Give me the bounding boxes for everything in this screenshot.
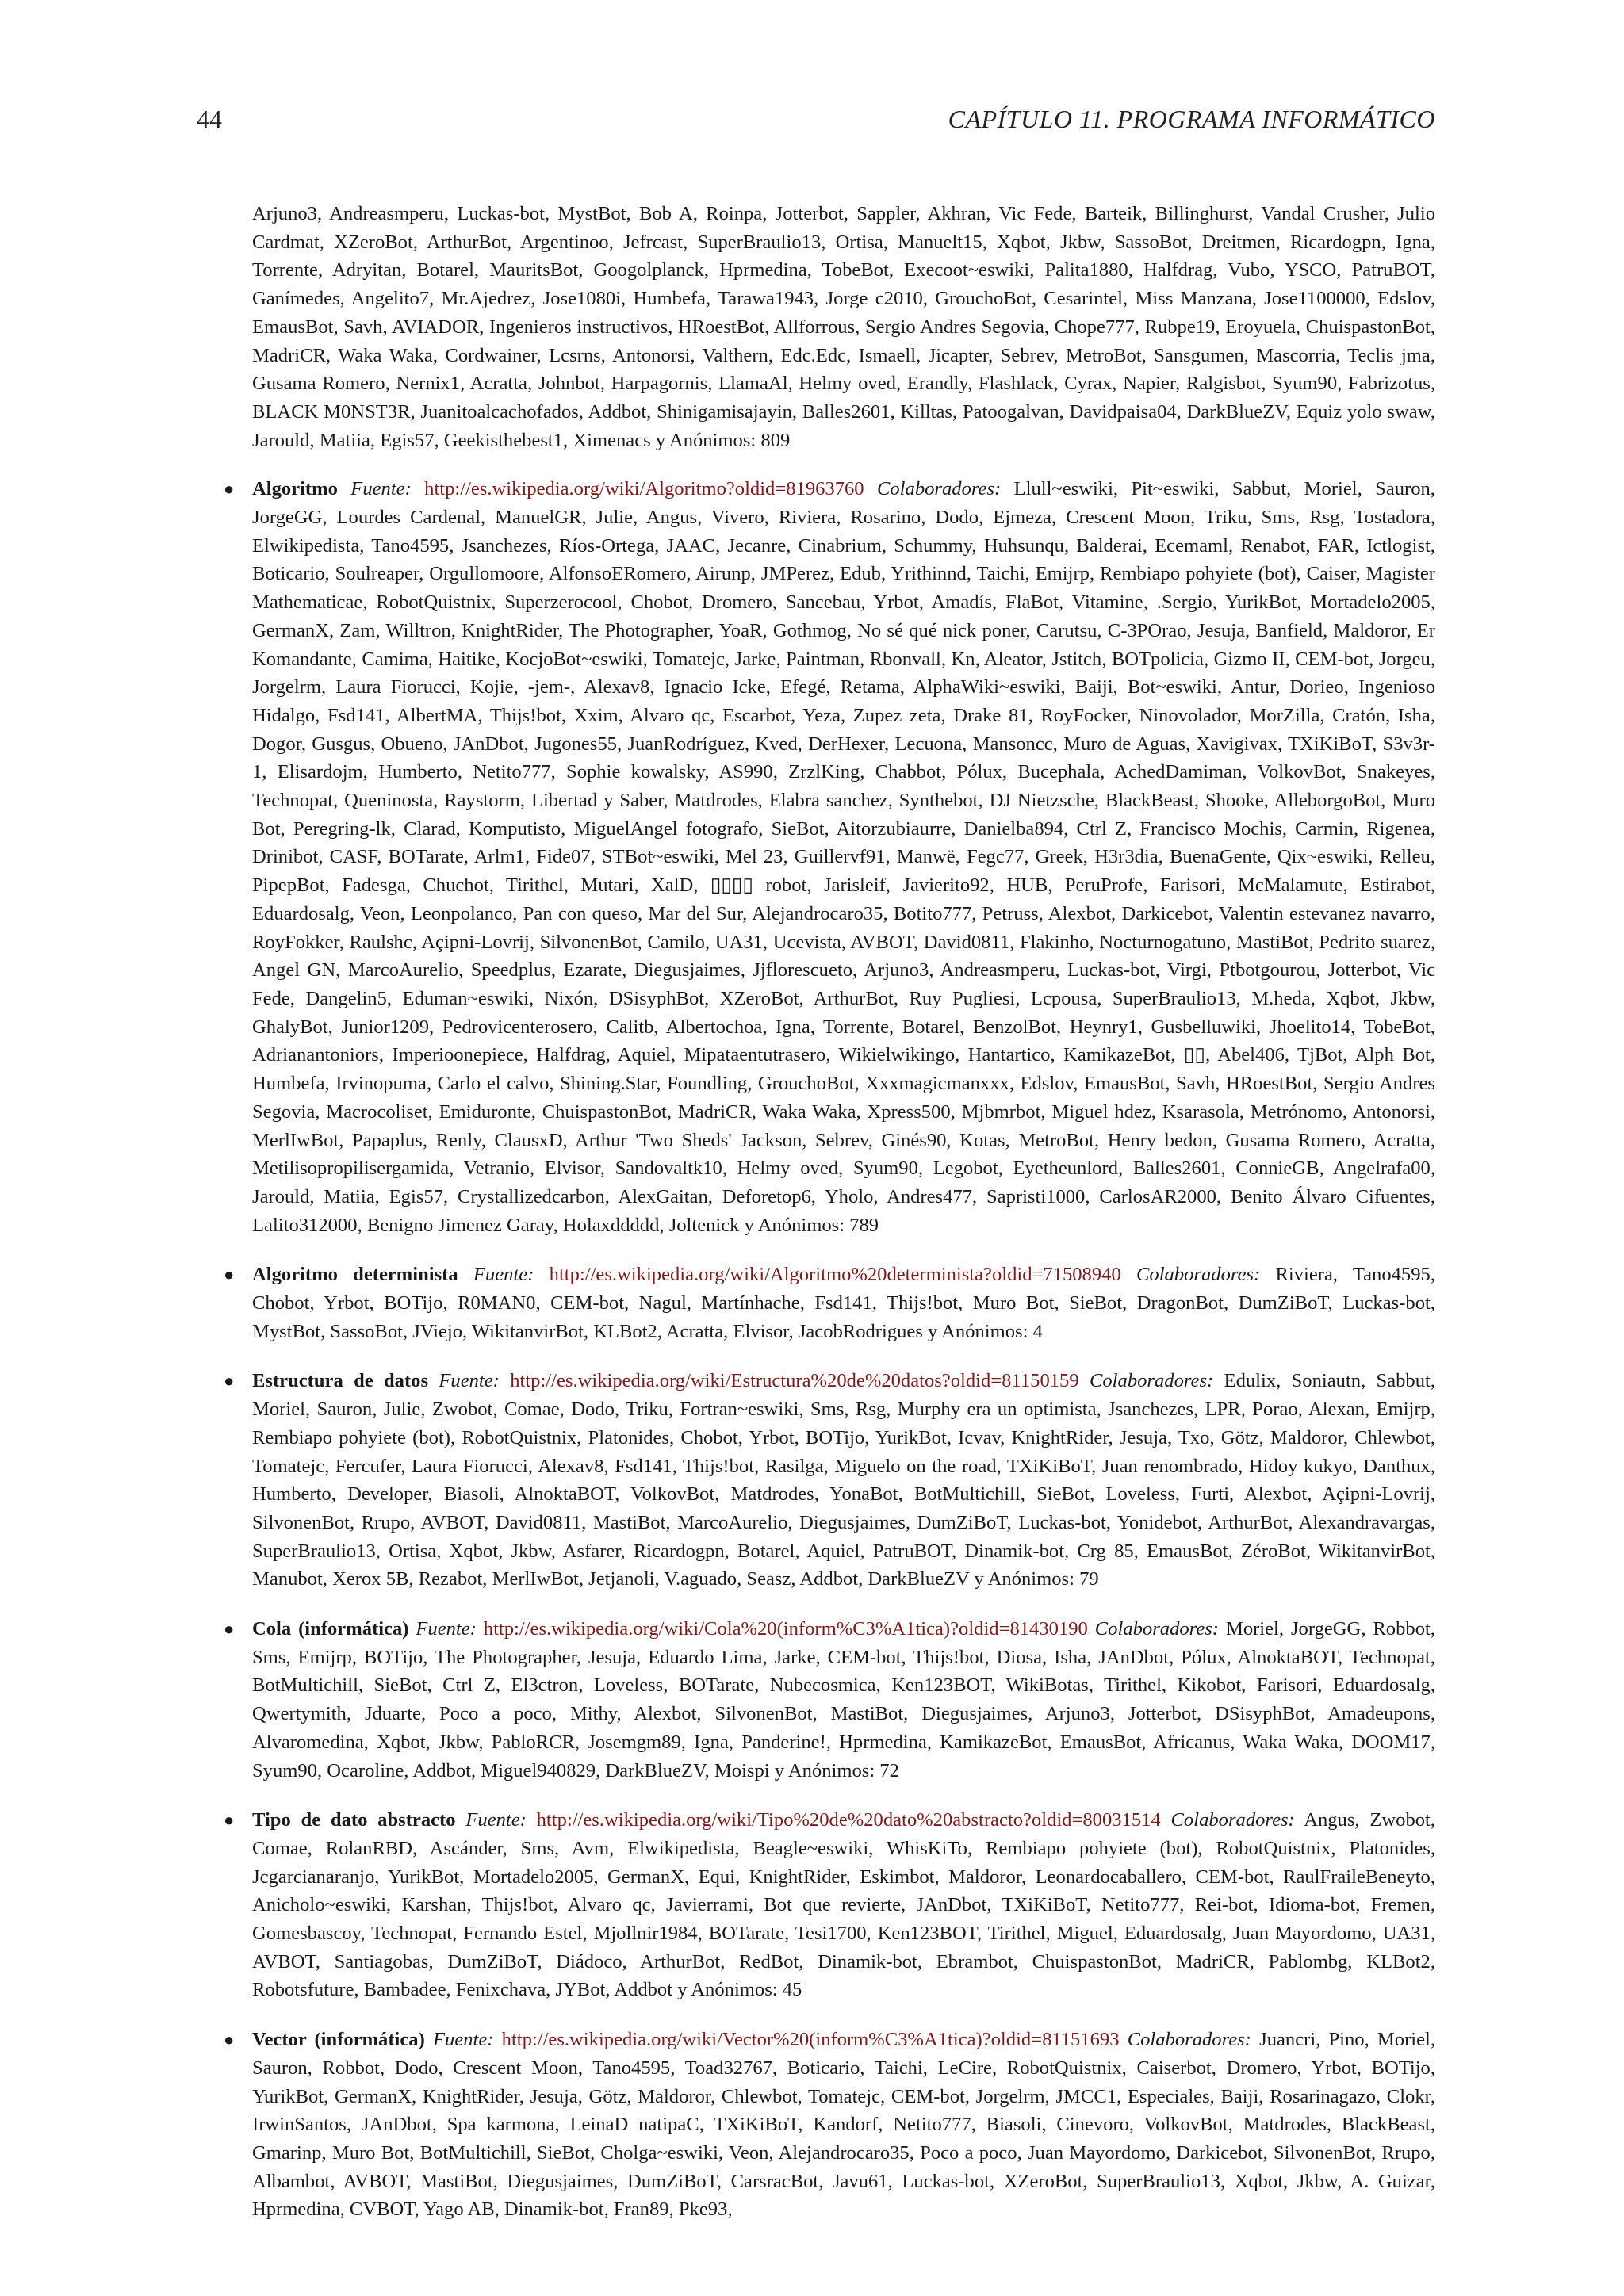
source-label: Fuente: (465, 1809, 527, 1831)
source-label: Fuente: (350, 478, 412, 500)
bullet-icon: ● (224, 2030, 235, 2050)
source-label: Fuente: (439, 1370, 500, 1392)
contributors-list: Riviera, Tano4595, Chobot, Yrbot, BOTijo, R0MAN0, CEM-bot, Nagul, Martínhache, Fsd141, Thijs!bot, Muro Bot, SieBot, DragonBot, DumZiBoT, Luckas-bot, MystBot, SassoBot, JViejo, WikitanvirBot, KLBot2, Acratta, Elvisor, JacobRodrigues y Anónimos: 4 (252, 1264, 1435, 1342)
contributors-label: Colaboradores: (1089, 1370, 1214, 1392)
source-url-link[interactable]: http://es.wikipedia.org/wiki/Algoritmo?oldid=81963760 (424, 478, 864, 500)
attribution-entry-cola-informatica (224, 1615, 1435, 1785)
contributors-label: Colaboradores: (876, 478, 1002, 500)
source-label: Fuente: (432, 2029, 494, 2051)
article-title: Estructura de datos (252, 1370, 429, 1392)
attribution-entry-algoritmo-determinista (224, 1261, 1435, 1345)
bullet-icon: ● (224, 1371, 235, 1391)
contributors-label: Colaboradores: (1136, 1264, 1261, 1286)
contributors-list: Edulix, Soniautn, Sabbut, Moriel, Sauron, Julie, Zwobot, Comae, Dodo, Triku, Fortran~eswiki, Sms, Rsg, Murphy era un optimista, Jsanchezes, LPR, Porao, Alexan, Emijrp, Rembiapo pohyiete (bot), RobotQuistnix, Platonides, Chobot, Yrbot, BOTijo, YurikBot, Icvav, KnightRider, Jesuja, Txo, Götz, Maldoror, Chlewbot, Tomatejc, Fercufer, Laura Fiorucci, Alexav8, Fsd141, Thijs!bot, Rasilga, Miguelo on the road, TXiKiBoT, Juan renombrado, Hidoy kukyo, Danthux, Humberto, Developer, Biasoli, AlnoktaBOT, VolkovBot, Matdrodes, YonaBot, BotMultichill, SieBot, Loveless, Furti, Alexbot, Açipni-Lovrij, SilvonenBot, Rrupo, AVBOT, David0811, MastiBot, MarcoAurelio, Diegusjaimes, DumZiBoT, Luckas-bot, Yonidebot, ArthurBot, Alexandravargas, SuperBraulio13, Ortisa, Xqbot, Jkbw, Asfarer, Ricardogpn, Botarel, Aquiel, PatruBOT, Dinamik-bot, Crg 85, EmausBot, ZéroBot, WikitanvirBot, Manubot, Xerox 5B, Rezabot, MerlIwBot, Jetjanoli, V.aguado, Seasz, Addbot, DarkBlueZV y Anónimos: 79 (252, 1370, 1436, 1590)
contributors-list: Angus, Zwobot, Comae, RolanRBD, Ascánder, Sms, Avm, Elwikipedista, Beagle~eswiki, WhisKiTo, Rembiapo pohyiete (bot), RobotQuistnix, Platonides, Jcgarcianaranjo, YurikBot, Mortadelo2005, GermanX, Equi, KnightRider, Eskimbot, Maldoror, Leonardocaballero, CEM-bot, RaulFraileBeneyto, Anicholo~eswiki, Karshan, Thijs!bot, Alvaro qc, Javierrami, Bot que revierte, JAnDbot, TXiKiBoT, Netito777, Rei-bot, Idioma-bot, Fremen, Gomesbascoy, Technopat, Fernando Estel, Mjollnir1984, BOTarate, Tesi1700, Ken123BOT, Tirithel, Miguel, Eduardosalg, Juan Mayordomo, UA31, AVBOT, Santiagobas, DumZiBoT, Diádoco, ArthurBot, RedBot, Dinamik-bot, Ebrambot, ChuispastonBot, MadriCR, Pablombg, KLBot2, Robotsfuture, Bambadee, Fenixchava, JYBot, Addbot y Anónimos: 45 (252, 1809, 1436, 2001)
continued-contributors-paragraph: Arjuno3, Andreasmperu, Luckas-bot, MystBot, Bob A, Roinpa, Jotterbot, Sappler, Akhran, Vic Fede, Barteik, Billinghurst, Vandal Crusher, Julio Cardmat, XZeroBot, ArthurBot, Argentinoo, Jefrcast, SuperBraulio13, Ortisa, Manuelt15, Xqbot, Jkbw, SassoBot, Dreitmen, Ricardogpn, Igna, Torrente, Adryitan, Botarel, MauritsBot, Googolplanck, Hprmedina, TobeBot, Execoot~eswiki, Palita1880, Halfdrag, Vubo, YSCO, PatruBOT, Ganímedes, Angelito7, Mr.Ajedrez, Jose1080i, Humbefa, Tarawa1943, Jorge c2010, GrouchoBot, Cesarintel, Miss Manzana, Jose1100000, Edslov, EmausBot, Savh, AVIADOR, Ingenieros instructivos, HRoestBot, Allforrous, Sergio Andres Segovia, Chope777, Rubpe19, Eroyuela, ChuispastonBot, MadriCR, Waka Waka, Cordwainer, Lcsrns, Antonorsi, Valthern, Edc.Edc, Ismaell, Jicapter, Sebrev, MetroBot, Sansgumen, Mascorria, Teclis jma, Gusama Romero, Nernix1, Acratta, Johnbot, Harpagornis, LlamaAl, Helmy oved, Erandly, Flashlack, Cyrax, Napier, Ralgisbot, Syum90, Fabrizotus, BLACK M0NST3R, Juanitoalcachofados, Addbot, Shinigamisajayin, Balles2601, Killtas, Patoogalvan, Davidpaisa04, DarkBlueZV, Equiz yolo swaw, Jarould, Matiia, Egis57, Geekisthebest1, Ximenacs y Anónimos: 809 (252, 203, 1435, 451)
attribution-entry-vector-informatica (224, 2026, 1436, 2224)
contributors-list: Juancri, Pino, Moriel, Sauron, Robbot, Dodo, Crescent Moon, Tano4595, Toad32767, Boticario, Taichi, LeCire, RobotQuistnix, Caiserbot, Dromero, Yrbot, BOTijo, YurikBot, GermanX, KnightRider, Jesuja, Götz, Maldoror, Chlewbot, Tomatejc, CEM-bot, Jorgelrm, JMCC1, Especiales, Baiji, Rosarinagazo, Clokr, IrwinSantos, JAnDbot, Spa karmona, LeinaD natipaC, TXiKiBoT, Kandorf, Netito777, Biasoli, Cinevoro, VolkovBot, Matdrodes, BlackBeast, Gmarinp, Muro Bot, BotMultichill, SieBot, Cholga~eswiki, Veon, Alejandrocaro35, Poco a poco, Juan Mayordomo, Darkicebot, SilvonenBot, Rrupo, Albambot, AVBOT, MastiBot, Diegusjaimes, DumZiBoT, CarsracBot, Javu61, Luckas-bot, XZeroBot, SuperBraulio13, Xqbot, Jkbw, A. Guizar, Hprmedina, CVBOT, Yago AB, Dinamik-bot, Fran89, Pke93, (252, 2029, 1436, 2221)
article-title: Algoritmo (252, 478, 338, 500)
contributors-list: Llull~eswiki, Pit~eswiki, Sabbut, Moriel, Sauron, JorgeGG, Lourdes Cardenal, ManuelGR, Julie, Angus, Vivero, Riviera, Rosarino, Dodo, Ejmeza, Crescent Moon, Triku, Sms, Rsg, Tostadora, Elwikipedista, Tano4595, Jsanchezes, Ríos-Ortega, JAAC, Jecanre, Cinabrium, Schummy, Huhsunqu, Balderai, Ecemaml, Renabot, FAR, Ictlogist, Boticario, Soulreaper, Orgullomoore, AlfonsoERomero, Airunp, JMPerez, Edub, Yrithinnd, Taichi, Emijrp, Rembiapo pohyiete (bot), Caiser, Magister Mathematicae, RobotQuistnix, Superzerocool, Chobot, Dromero, Sancebau, Yrbot, Amadís, FlaBot, Vitamine, .Sergio, YurikBot, Mortadelo2005, GermanX, Zam, Willtron, KnightRider, The Photographer, YoaR, Gothmog, No sé qué nick poner, Carutsu, C-3POrao, Jesuja, Banfield, Maldoror, Er Komandante, Camima, Haitike, KocjoBot~eswiki, Tomatejc, Jarke, Paintman, Rbonvall, Kn, Aleator, Jstitch, BOTpolicia, Gizmo II, CEM-bot, Jorgeu, Jorgelrm, Laura Fiorucci, Kojie, -jem-, Alexav8, Ignacio Icke, Efegé, Retama, AlphaWiki~eswiki, Baiji, Bot~eswiki, Antur, Dorieo, Ingenioso Hidalgo, Fsd141, AlbertMA, Thijs!bot, Xxim, Alvaro qc, Escarbot, Yeza, Zupez zeta, Drake 81, RoyFocker, Ninovolador, MorZilla, Cratón, Isha, Dogor, Gusgus, Obueno, JAnDbot, Jugones55, JuanRodríguez, Kved, DerHexer, Lecuona, Mansoncc, Muro de Aguas, Xavigivax, TXiKiBoT, S3v3r-1, Elisardojm, Humberto, Netito777, Sophie kowalsky, AS990, ZrzlKing, Chabbot, Pólux, Bucephala, AchedDamiman, VolkovBot, Snakeyes, Technopat, Queninosta, Raystorm, Libertad y Saber, Matdrodes, Elabra sanchez, Synthebot, DJ Nietzsche, BlackBeast, Shooke, AlleborgoBot, Muro Bot, Peregring-lk, Clarad, Komputisto, MiguelAngel fotografo, SieBot, Aitorzubiaurre, Danielba894, Ctrl Z, Francisco Mochis, Carmin, Rigenea, Drinibot, CASF, BOTarate, Arlm1, Fide07, STBot~eswiki, Mel 23, Guillervf91, Manwë, Fegc77, Greek, H3r3dia, BuenaGente, Qix~eswiki, Relleu, PipepBot, Fadesga, Chuchot, Tirithel, Mutari, XalD, ▯▯▯▯ robot, Jarisleif, Javierito92, HUB, PeruProfe, Farisori, McMalamute, Estirabot, Eduardosalg, Veon, Leonpolanco, Pan con queso, Mar del Sur, Alejandrocaro35, Botito777, Petruss, Alexbot, Darkicebot, Valentin estevanez navarro, RoyFokker, Raulshc, Açipni-Lovrij, SilvonenBot, Camilo, UA31, Ucevista, AVBOT, David0811, Flakinho, Nocturnogatuno, MastiBot, Pedrito suarez, Angel GN, MarcoAurelio, Speedplus, Ezarate, Diegusjaimes, Jjflorescueto, Arjuno3, Andreasmperu, Luckas-bot, Virgi, Ptbotgourou, Jotterbot, Vic Fede, Dangelin5, Eduman~eswiki, Nixón, DSisyphBot, XZeroBot, ArthurBot, Ruy Pugliesi, Lcpousa, SuperBraulio13, M.heda, Xqbot, Jkbw, GhalyBot, Junior1209, Pedrovicenterosero, Calitb, Albertochoa, Igna, Torrente, Botarel, BenzolBot, Heynry1, Gusbelluwiki, Jhoelito14, TobeBot, Adrianantoniors, Imperioonepiece, Halfdrag, Aquiel, Mipataentutrasero, Wikielwikingo, Hantartico, KamikazeBot, ▯▯, Abel406, TjBot, Alph Bot, Humbefa, Irvinopuma, Carlo el calvo, Shining.Star, Foundling, GrouchoBot, Xxxmagicmanxxx, Edslov, EmausBot, Savh, HRoestBot, Sergio Andres Segovia, Macrocoliset, Emiduronte, ChuispastonBot, MadriCR, Waka Waka, Xpress500, Mjbmrbot, Miguel hdez, Ksarasola, Metrónomo, Antonorsi, MerlIwBot, Papaplus, Renly, ClausxD, Arthur 'Two Sheds' Jackson, Sebrev, Ginés90, Kotas, MetroBot, Henry bedon, Gusama Romero, Acratta, Metilisopropilisergamida, Vetranio, Elvisor, Sandovaltk10, Helmy oved, Syum90, Legobot, Eyetheunlord, Balles2601, ConnieGB, Angelrafa00, Jarould, Matiia, Egis57, Crystallizedcarbon, AlexGaitan, Deforetop6, Yholo, Andres477, Sapristi1000, CarlosAR2000, Benito Álvaro Cifuentes, Lalito312000, Benigno Jimenez Garay, Holaxddddd, Joltenick y Anónimos: 789 (252, 478, 1435, 1236)
article-title: Cola (informática) (252, 1618, 409, 1640)
source-url-link[interactable]: http://es.wikipedia.org/wiki/Algoritmo%20determinista?oldid=71508940 (549, 1264, 1121, 1286)
contributors-label: Colaboradores: (1170, 1809, 1295, 1831)
source-url-link[interactable]: http://es.wikipedia.org/wiki/Estructura%20de%20datos?oldid=81150159 (510, 1370, 1079, 1392)
bullet-icon: ● (224, 1810, 235, 1831)
source-label: Fuente: (473, 1264, 534, 1286)
page-body (224, 200, 1436, 2245)
source-url-link[interactable]: http://es.wikipedia.org/wiki/Vector%20(inform%C3%A1tica)?oldid=81151693 (501, 2029, 1120, 2051)
article-title: Vector (informática) (252, 2029, 425, 2051)
contributors-list: Moriel, JorgeGG, Robbot, Sms, Emijrp, BOTijo, The Photographer, Jesuja, Eduardo Lima, Jarke, CEM-bot, Thijs!bot, Diosa, Isha, JAnDbot, Pólux, AlnoktaBOT, Technopat, BotMultichill, SieBot, Ctrl Z, El3ctron, Loveless, BOTarate, Nubecosmica, Ken123BOT, WikiBotas, Tirithel, Kikobot, Farisori, Eduardosalg, Qwertymith, Jduarte, Poco a poco, Mithy, Alexbot, SilvonenBot, MastiBot, Diegusjaimes, Arjuno3, Jotterbot, DSisyphBot, Amadeupons, Alvaromedina, Xqbot, Jkbw, PabloRCR, Josemgm89, Igna, Panderine!, Hprmedina, KamikazeBot, EmausBot, Africanus, Waka Waka, DOOM17, Syum90, Ocaroline, Addbot, Miguel940829, DarkBlueZV, Moispi y Anónimos: 72 (252, 1618, 1435, 1781)
page-number: 44 (197, 105, 222, 133)
bullet-icon: ● (224, 1265, 235, 1285)
attribution-list (224, 475, 1436, 2224)
chapter-running-head: CAPÍTULO 11. PROGRAMA INFORMÁTICO (948, 105, 1435, 133)
attribution-entry-estructura-de-datos (224, 1367, 1436, 1594)
attribution-entry-tipo-de-dato-abstracto (224, 1806, 1436, 2004)
source-url-link[interactable]: http://es.wikipedia.org/wiki/Cola%20(inform%C3%A1tica)?oldid=81430190 (483, 1618, 1088, 1640)
bullet-icon: ● (224, 1619, 235, 1640)
source-url-link[interactable]: http://es.wikipedia.org/wiki/Tipo%20de%20dato%20abstracto?oldid=80031514 (536, 1809, 1161, 1831)
attribution-entry-algoritmo (224, 475, 1435, 1239)
source-label: Fuente: (416, 1618, 477, 1640)
article-title: Tipo de dato abstracto (252, 1809, 456, 1831)
article-title: Algoritmo determinista (252, 1264, 458, 1286)
contributors-label: Colaboradores: (1094, 1618, 1220, 1640)
bullet-icon: ● (224, 479, 235, 499)
contributors-label: Colaboradores: (1127, 2029, 1251, 2051)
